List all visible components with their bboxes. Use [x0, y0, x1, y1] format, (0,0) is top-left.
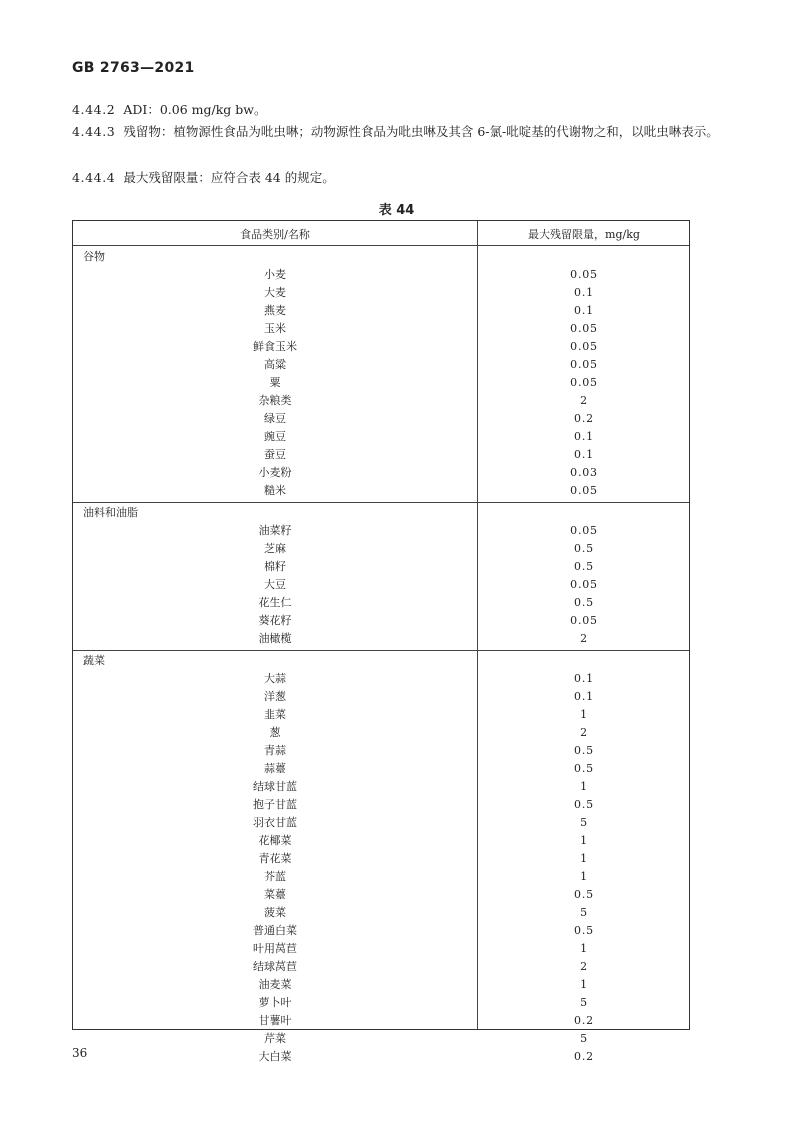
- table-row: [73, 464, 689, 482]
- food-name: 结球莴苣: [253, 960, 297, 973]
- category-label: 油料和油脂: [83, 506, 138, 519]
- max-residue-limit: 0.1: [574, 304, 594, 317]
- clause-number: 4.44.2: [72, 102, 116, 117]
- table-row: [73, 994, 689, 1012]
- group-separator: [73, 650, 689, 651]
- max-residue-limit: 2: [580, 726, 588, 739]
- category-row: [73, 652, 689, 670]
- food-name: 芝麻: [264, 542, 286, 555]
- page-number: 36: [72, 1046, 88, 1060]
- table-row: [73, 612, 689, 630]
- max-residue-limit: 0.5: [574, 798, 594, 811]
- food-name: 大蒜: [264, 672, 286, 685]
- table-row: [73, 266, 689, 284]
- food-name: 结球甘蓝: [253, 780, 297, 793]
- table-row: [73, 540, 689, 558]
- clause-4-44-3: [72, 121, 722, 143]
- clause-number: 4.44.4: [72, 170, 116, 185]
- table-row: [73, 904, 689, 922]
- max-residue-limit: 1: [580, 978, 588, 991]
- food-name: 高粱: [264, 358, 286, 371]
- max-residue-limit: 0.5: [574, 596, 594, 609]
- table-row: [73, 886, 689, 904]
- max-residue-limit: 0.5: [574, 542, 594, 555]
- table-row: [73, 832, 689, 850]
- food-name: 青蒜: [264, 744, 286, 757]
- table-row: [73, 1012, 689, 1030]
- clause-text: ADI：0.06 mg/kg bw。: [123, 102, 267, 117]
- max-residue-limit: 2: [580, 632, 588, 645]
- table-row: [73, 958, 689, 976]
- max-residue-limit: 0.05: [570, 578, 598, 591]
- max-residue-limit: 0.2: [574, 1014, 594, 1027]
- food-name: 杂粮类: [258, 394, 292, 407]
- max-residue-limit: 0.5: [574, 924, 594, 937]
- table-row: [73, 522, 689, 540]
- max-residue-limit: 1: [580, 942, 588, 955]
- table-row: [73, 428, 689, 446]
- table-row: [73, 814, 689, 832]
- table-row: [73, 706, 689, 724]
- food-name: 粟: [269, 376, 281, 389]
- clause-number: 4.44.3: [72, 124, 116, 139]
- clause-4-44-4: [72, 167, 722, 189]
- max-residue-limit: 0.05: [570, 358, 598, 371]
- max-residue-limit: 1: [580, 852, 588, 865]
- column-header-limit: 最大残留限量，mg/kg: [528, 228, 640, 241]
- table-row: [73, 796, 689, 814]
- max-residue-limit: 0.1: [574, 690, 594, 703]
- food-name: 芹菜: [264, 1032, 286, 1045]
- max-residue-limit: 0.05: [570, 614, 598, 627]
- max-residue-limit: 1: [580, 834, 588, 847]
- table-row: [73, 850, 689, 868]
- table-row: [73, 374, 689, 392]
- food-name: 叶用莴苣: [253, 942, 297, 955]
- max-residue-limit: 2: [580, 960, 588, 973]
- food-name: 芥蓝: [264, 870, 286, 883]
- clause-text: 最大残留限量：应符合表 44 的规定。: [123, 170, 335, 185]
- max-residue-limit: 0.1: [574, 430, 594, 443]
- food-name: 油麦菜: [258, 978, 292, 991]
- food-name: 菜薹: [264, 888, 286, 901]
- max-residue-limit: 0.1: [574, 448, 594, 461]
- table-row: [73, 482, 689, 500]
- standard-code: GB 2763—2021: [72, 60, 195, 76]
- food-name: 青花菜: [258, 852, 292, 865]
- table-row: [73, 558, 689, 576]
- max-residue-limit: 0.5: [574, 560, 594, 573]
- max-residue-limit: 0.2: [574, 412, 594, 425]
- food-name: 大麦: [264, 286, 286, 299]
- food-name: 糙米: [264, 484, 286, 497]
- category-label: 谷物: [83, 250, 105, 263]
- food-name: 豌豆: [264, 430, 286, 443]
- table-row: [73, 284, 689, 302]
- clause-4-44-2: [72, 99, 722, 121]
- table-row: [73, 302, 689, 320]
- max-residue-limit: 0.05: [570, 340, 598, 353]
- food-name: 油菜籽: [258, 524, 292, 537]
- food-name: 萝卜叶: [258, 996, 292, 1009]
- max-residue-limit: 0.05: [570, 524, 598, 537]
- table-row: [73, 670, 689, 688]
- max-residue-limit: 0.2: [574, 1050, 594, 1063]
- max-residue-limit: 5: [580, 996, 588, 1009]
- table-row: [73, 868, 689, 886]
- food-name: 洋葱: [264, 690, 286, 703]
- table-row: [73, 760, 689, 778]
- max-residue-limit: 0.1: [574, 286, 594, 299]
- food-name: 葱: [269, 726, 281, 739]
- table-row: [73, 338, 689, 356]
- food-name: 菠菜: [264, 906, 286, 919]
- max-residue-limit: 2: [580, 394, 588, 407]
- food-name: 蚕豆: [264, 448, 286, 461]
- max-residue-limit: 0.5: [574, 888, 594, 901]
- table-row: [73, 356, 689, 374]
- category-label: 蔬菜: [83, 654, 105, 667]
- max-residue-limit: 0.5: [574, 762, 594, 775]
- food-name: 大豆: [264, 578, 286, 591]
- column-header-food: 食品类别/名称: [240, 228, 310, 241]
- table-row: [73, 742, 689, 760]
- table-row: [73, 446, 689, 464]
- category-row: [73, 504, 689, 522]
- food-name: 燕麦: [264, 304, 286, 317]
- table-caption: 表 44: [378, 203, 415, 218]
- max-residue-limit: 1: [580, 708, 588, 721]
- food-name: 抱子甘蓝: [253, 798, 297, 811]
- table-row: [73, 320, 689, 338]
- table-row: [73, 724, 689, 742]
- table-row: [73, 976, 689, 994]
- table-row: [73, 392, 689, 410]
- food-name: 油橄榄: [258, 632, 292, 645]
- max-residue-limit: 0.1: [574, 672, 594, 685]
- table-row: [73, 594, 689, 612]
- max-residue-limit: 0.05: [570, 484, 598, 497]
- food-name: 绿豆: [264, 412, 286, 425]
- max-residue-limit: 5: [580, 816, 588, 829]
- table-row: [73, 1030, 689, 1048]
- table-row: [73, 1048, 689, 1066]
- food-name: 小麦粉: [258, 466, 292, 479]
- food-name: 鲜食玉米: [253, 340, 297, 353]
- food-name: 甘薯叶: [258, 1014, 292, 1027]
- food-name: 韭菜: [264, 708, 286, 721]
- table-row: [73, 922, 689, 940]
- food-name: 葵花籽: [258, 614, 292, 627]
- max-residue-limit: 0.05: [570, 322, 598, 335]
- table-row: [73, 410, 689, 428]
- food-name: 小麦: [264, 268, 286, 281]
- max-residue-limit: 0.03: [570, 466, 598, 479]
- max-residue-limit: 0.5: [574, 744, 594, 757]
- table-row: [73, 940, 689, 958]
- food-name: 大白菜: [258, 1050, 292, 1063]
- max-residue-limit: 0.05: [570, 376, 598, 389]
- food-name: 棉籽: [264, 560, 286, 573]
- food-name: 蒜薹: [264, 762, 286, 775]
- table-header-row: [73, 221, 689, 246]
- group-separator: [73, 502, 689, 503]
- max-residue-limit: 5: [580, 906, 588, 919]
- max-residue-limit: 0.05: [570, 268, 598, 281]
- food-name: 花椰菜: [258, 834, 292, 847]
- clause-text: 残留物：植物源性食品为吡虫啉；动物源性食品为吡虫啉及其含 6-氯-吡啶基的代谢物之和，以吡虫啉表示。: [123, 124, 719, 139]
- food-name: 花生仁: [258, 596, 292, 609]
- table-row: [73, 630, 689, 648]
- food-name: 玉米: [264, 322, 286, 335]
- table-row: [73, 576, 689, 594]
- category-row: [73, 248, 689, 266]
- table-row: [73, 688, 689, 706]
- max-residue-limit: 1: [580, 780, 588, 793]
- food-name: 羽衣甘蓝: [253, 816, 297, 829]
- max-residue-limit: 1: [580, 870, 588, 883]
- max-residue-limit: 5: [580, 1032, 588, 1045]
- food-name: 普通白菜: [253, 924, 297, 937]
- table-row: [73, 778, 689, 796]
